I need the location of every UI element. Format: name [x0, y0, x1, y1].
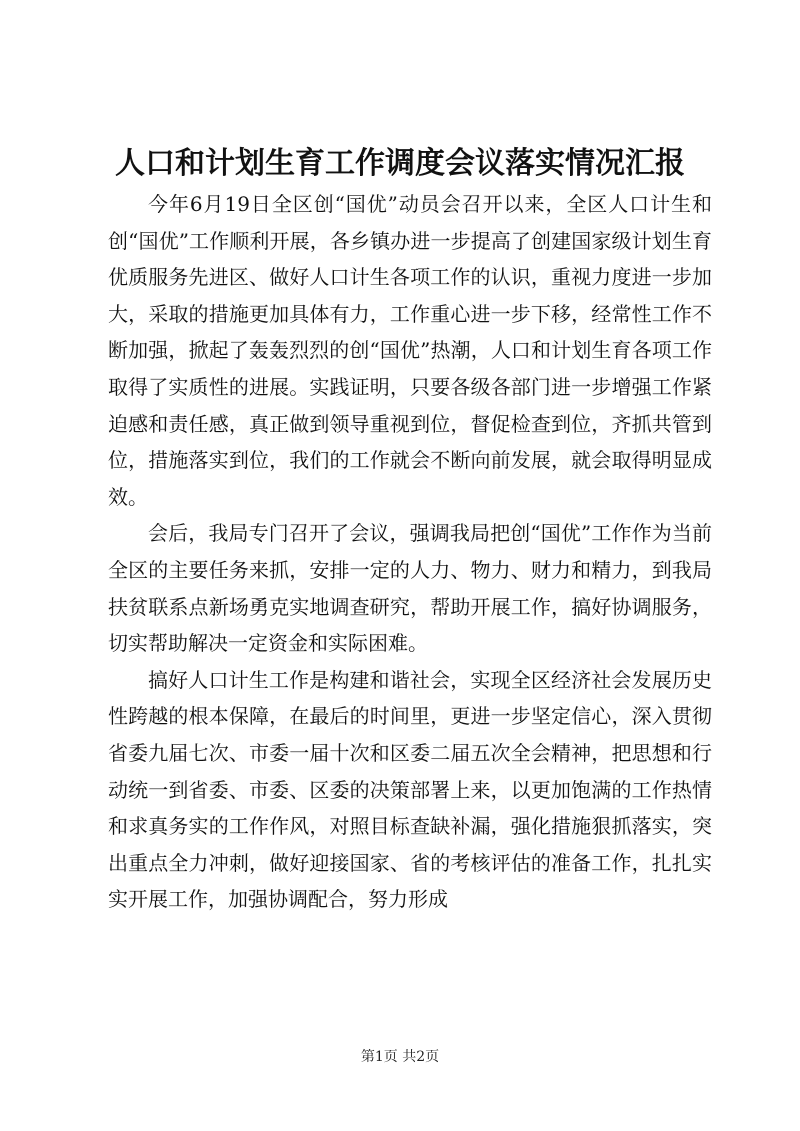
- page-number-footer: 第1页 共2页: [360, 1049, 440, 1065]
- paragraph-2: 会后，我局专门召开了会议，强调我局把创“国优”工作作为当前全区的主要任务来抓，安排一定的人力、物力、财力和精力，到我局扶贫联系点新场勇克实地调查研究，帮助开展工作，搞好协调服务，切实帮助解决一定资金和实际困难。: [108, 521, 712, 656]
- paragraph-1: 今年6月19日全区创“国优”动员会召开以来，全区人口计生和创“国优”工作顺利开展，各乡镇办进一步提高了创建国家级计划生育优质服务先进区、做好人口计生各项工作的认识，重视力度进一步加大，采取的措施更加具体有力，工作重心进一步下移，经常性工作不断加强，掀起了轰轰烈烈的创“国优”热潮，人口和计划生育各项工作取得了实质性的进展。实践证明，只要各级各部门进一步增强工作紧迫感和责任感，真正做到领导重视到位，督促检查到位，齐抓共管到位，措施落实到位，我们的工作就会不断向前发展，就会取得明显成效。: [108, 192, 712, 509]
- document-title: 人口和计划生育工作调度会议落实情况汇报: [115, 146, 685, 181]
- paragraph-3: 搞好人口计生工作是构建和谐社会，实现全区经济社会发展历史性跨越的根本保障，在最后的时间里，更进一步坚定信心，深入贯彻省委九届七次、市委一届十次和区委二届五次全会精神，把思想和行动统一到省委、市委、区委的决策部署上来，以更加饱满的工作热情和求真务实的工作作风，对照目标查缺补漏，强化措施狠抓落实，突出重点全力冲刺，做好迎接国家、省的考核评估的准备工作，扎扎实实开展工作，加强协调配合，努力形成: [108, 667, 712, 912]
- document-body: [108, 186, 712, 918]
